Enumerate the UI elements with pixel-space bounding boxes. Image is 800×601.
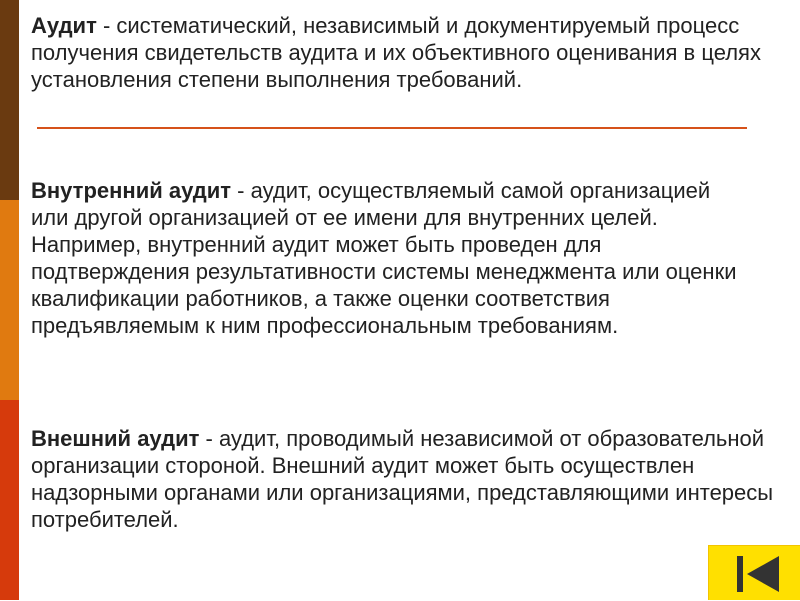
definition-audit [31,12,791,93]
definition-external-audit-text: - аудит, проводимый независимой от образовательной организации стороной. Внешний аудит может быть осуществлен надзорными органами или организациями, представляющими интересы потребителей. [31,426,774,532]
definition-audit-text: - систематический, независимый и документируемый процесс получения свидетельств аудита и их объективного оценивания в целях установления степени выполнения требований. [31,13,761,92]
side-bar-red [0,400,19,600]
definition-external-audit [31,425,791,533]
definition-internal-audit [31,177,751,339]
definition-internal-audit-text: - аудит, осуществляемый самой организацией или другой организацией от ее имени для внутренних целей. Например, внутренний аудит может быть проведен для подтверждения результативности системы менеджмента или оценки квалификации работников, а также оценки соответствия предъявляемым к ним профессиональным требованиям. [31,178,737,338]
term-internal-audit: Внутренний аудит [31,178,232,203]
side-bar-orange [0,200,19,400]
skip-to-start-icon [709,546,800,601]
side-bar-dark [0,0,19,200]
term-audit: Аудит [31,13,97,38]
back-to-start-button[interactable] [708,545,800,600]
divider-line [37,127,747,129]
term-external-audit: Внешний аудит [31,426,200,451]
